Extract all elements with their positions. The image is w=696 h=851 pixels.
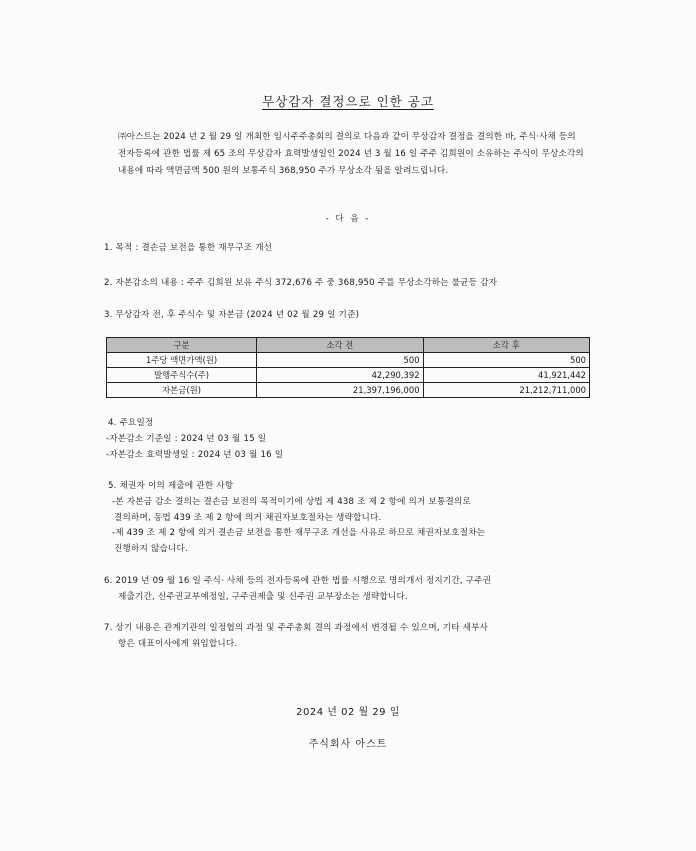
header-before: 소각 전 xyxy=(257,338,423,353)
item-6-line: 6. 2019 년 09 월 16 일 주식· 사채 등의 전자등록에 관한 법률 시행으로 명의개서 정지기간, 구주권 xyxy=(104,576,492,586)
item-1-purpose: 1. 목적 : 결손금 보전을 통한 재무구조 개선 xyxy=(104,243,273,253)
document-title: 무상감자 결정으로 인한 공고 xyxy=(262,94,434,109)
value-before: 500 xyxy=(257,353,423,368)
item-4-line: -자본감소 기준일 : 2024 년 03 월 15 일 xyxy=(106,434,267,444)
table-row xyxy=(107,383,590,398)
row-label: 자본금(원) xyxy=(107,383,257,398)
capital-table xyxy=(106,337,590,398)
item-2-reduction: 2. 자본감소의 내용 : 주주 김희원 보유 주식 372,676 주 중 368,950 주를 무상소각하는 불균등 감자 xyxy=(104,278,498,288)
row-label: 발행주식수(주) xyxy=(107,368,257,383)
item-5-line: -본 자본금 감소 결의는 결손금 보전의 목적이기에 상법 제 438 조 제 2 항에 의거 보통결의로 xyxy=(112,497,472,507)
item-5-line: 진행하지 않습니다. xyxy=(114,544,188,554)
table-row xyxy=(107,368,590,383)
row-label: 1주당 액면가액(원) xyxy=(107,353,257,368)
value-before: 42,290,392 xyxy=(257,368,423,383)
item-7-line: 7. 상기 내용은 관계기관의 일정협의 과정 및 주주총회 결의 과정에서 변경될 수 있으며, 기타 세부사 xyxy=(104,623,489,633)
item-4-line: -자본감소 효력발생일 : 2024 년 03 월 16 일 xyxy=(106,450,284,460)
company-name: 주식회사 아스트 xyxy=(308,739,388,750)
header-after: 소각 후 xyxy=(423,338,589,353)
value-after: 41,921,442 xyxy=(423,368,589,383)
item-5-line: 결의하며, 동법 439 조 제 2 항에 의거 채권자보호절차는 생략합니다. xyxy=(114,513,382,523)
value-after: 21,212,711,000 xyxy=(423,383,589,398)
value-after: 500 xyxy=(423,353,589,368)
header-category: 구분 xyxy=(107,338,257,353)
value-before: 21,397,196,000 xyxy=(257,383,423,398)
notice-date: 2024 년 02 월 29 일 xyxy=(296,707,400,718)
item-7-line: 항은 대표이사에게 위임합니다. xyxy=(118,639,238,649)
table-header-row xyxy=(107,338,590,353)
table-row xyxy=(107,353,590,368)
item-5-heading: 5. 채권자 이의 제출에 관한 사항 xyxy=(108,481,234,491)
item-6-line: 제출기간, 신주권교부예정일, 구주권제출 및 신주권 교부장소는 생략합니다. xyxy=(118,592,408,602)
item-5-line: -제 439 조 제 2 항에 의거 결손금 보전을 통한 재무구조 개선을 사유로 하므로 채권자보호절차는 xyxy=(112,528,486,538)
section-separator: - 다 음 - xyxy=(325,214,371,224)
item-3-heading: 3. 무상감자 전, 후 주식수 및 자본금 (2024 년 02 월 29 일 기준) xyxy=(104,310,360,320)
item-4-heading: 4. 주요일정 xyxy=(108,418,154,428)
intro-paragraph: ㈜아스트는 2024 년 2 월 29 일 개최한 임시주주총회의 결의로 다음과 같이 무상감자 결정을 결의한 바, 주식·사채 등의 전자등록에 관한 법률 제 65 조의 무상감자 효력발생일인 2024 년 3 월 16 일 주주 김희원이 소유하는 주식이 무상소각의 내용에 따라 액면금액 500 원의 보통주식 368,950 주가 무상소각 됨을 알려드립니다. xyxy=(118,132,584,176)
